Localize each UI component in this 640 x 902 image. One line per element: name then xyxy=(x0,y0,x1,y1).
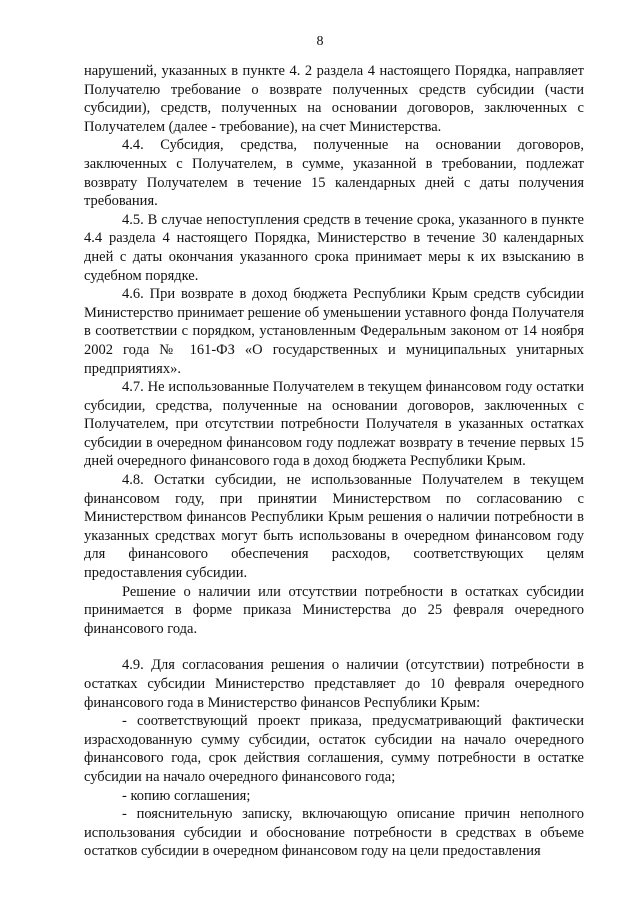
list-item-explanatory-note: - пояснительную записку, включающую описание причин неполного использования субсидии и обоснование потребности в средствах в объеме остатков субсидии в очередном финансовом году на цели предоставления xyxy=(84,806,584,860)
paragraph-4-9: 4.9. Для согласования решения о наличии (отсутствии) потребности в остатках субсидии Министерство представляет до 10 февраля очередного финансового года в Министерство финансов Республики Крым: xyxy=(84,657,584,711)
list-item-agreement-copy: - копию соглашения; xyxy=(122,787,251,804)
paragraph-4-4: 4.4. Субсидия, средства, полученные на основании договоров, заключенных с Получателем, в сумме, указанной в требовании, подлежат возврату Получателем в течение 15 календарных дней с даты получения требования. xyxy=(84,137,584,210)
paragraph-4-6: 4.6. При возврате в доход бюджета Республики Крым средств субсидии Министерство принимает решение об уменьшении уставного фонда Получателя в соответствии с порядком, установленным Федеральным законом от 14 ноября 2002 года № 161-ФЗ «О государственных и муниципальных унитарных предприятиях». xyxy=(84,286,584,377)
paragraph-decision: Решение о наличии или отсутствии потребности в остатках субсидии принимается в форме приказа Министерства до 25 февраля очередного финансового года. xyxy=(84,583,584,637)
paragraph-4-8: 4.8. Остатки субсидии, не использованные Получателем в текущем финансовом году, при принятии Министерством по согласованию с Министерством финансов Республики Крым решения о наличии потребности в указанных средствах могут быть использованы в очередном финансовом году для финансового обеспечения расходов, соответствующих целям предоставления субсидии. xyxy=(84,472,584,582)
paragraph-continuation: нарушений, указанных в пункте 4. 2 раздела 4 настоящего Порядка, направляет Получателю требование о возврате полученных средств субсидии (части субсидии), средств, полученных на основании договоров, заключенных с Получателем (далее - требование), на счет Министерства. xyxy=(84,63,584,135)
paragraph-4-7: 4.7. Не использованные Получателем в текущем финансовом году остатки субсидии, средства, полученные на основании договоров, заключенных с Получателем, при отсутствии потребности Получателя в указанных остатках субсидии в очередном финансовом году подлежат возврату в течение первых 15 дней очередного финансового года в доход бюджета Республики Крым. xyxy=(84,379,584,470)
paragraph-4-5: 4.5. В случае непоступления средств в течение срока, указанного в пункте 4.4 раздела 4 настоящего Порядка, Министерство в течение 30 календарных дней с даты окончания указанного срока принимает меры к их взысканию в судебном порядке. xyxy=(84,211,584,284)
list-item-draft-order: - соответствующий проект приказа, предусматривающий фактически израсходованную сумму субсидии, остаток субсидии на начало очередного финансового года, срок действия соглашения, сумму потребности в остатке субсидии на начало очередного финансового года; xyxy=(84,713,584,785)
document-body xyxy=(84,62,584,861)
page-number: 8 xyxy=(316,34,324,49)
